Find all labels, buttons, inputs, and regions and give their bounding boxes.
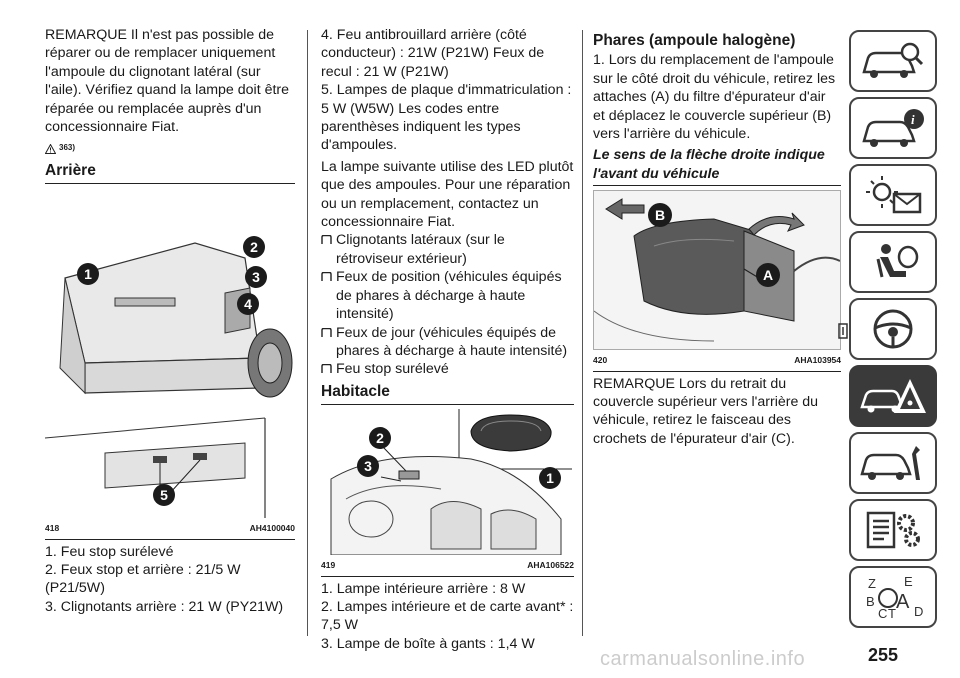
column-divider <box>582 30 583 636</box>
callout-3: 3 <box>245 266 267 288</box>
callout-1: 1 <box>77 263 99 285</box>
car-info-icon <box>858 105 928 151</box>
remark-harness: REMARQUE Lors du retrait du couvercle supérieur vers l'arrière du véhicule, retirez le faisceau des crochets de l'épurateur d'air (C). <box>593 375 819 447</box>
tab-maintenance[interactable] <box>849 432 937 494</box>
tab-dashboard-lights[interactable] <box>849 164 937 226</box>
led-note: La lampe suivante utilise des LED plutôt que des ampoules. Pour une réparation ou un remplacement, contactez un concessionnaire Fiat. <box>321 158 574 231</box>
figure-caption-418 <box>45 518 295 539</box>
figure-418-rear-lamps <box>45 188 293 518</box>
warning-ref-number: 363) <box>59 143 76 153</box>
tab-seat-airbag[interactable] <box>849 231 937 293</box>
svg-text:i: i <box>911 112 915 127</box>
figure-number: 420 <box>593 355 608 366</box>
tab-index[interactable] <box>849 566 937 628</box>
warning-reference <box>45 139 295 157</box>
figure-code: AHA103954 <box>794 355 841 366</box>
svg-text:T: T <box>888 606 896 621</box>
column-1 <box>45 26 295 616</box>
svg-text:E: E <box>904 574 913 589</box>
callout-1: 1 <box>539 467 561 489</box>
bullet-item: Clignotants latéraux (sur le rétroviseur extérieur) <box>321 231 574 268</box>
svg-text:A: A <box>896 591 910 613</box>
column-divider <box>307 30 308 636</box>
step-1: 1. Lors du remplacement de l'ampoule sur le côté droit du véhicule, retirez les attaches (A) du filtre d'épurateur d'air et déplacez le couvercle supérieur (B) vers l'arrière du véhicule. <box>593 52 836 143</box>
callout-B: B <box>648 203 672 227</box>
remark-side-indicator: REMARQUE Il n'est pas possible de réparer ou de remplacer uniquement l'ampoule du clignotant latéral (sur l'aile). Vérifiez quand la lampe doit être réparée ou remplacée auprès d'un concessionnaire Fiat. <box>45 27 290 136</box>
figure-caption-420 <box>593 350 841 371</box>
callout-5: 5 <box>153 484 175 506</box>
alphabet-index-icon <box>858 572 928 622</box>
chapter-tabs <box>849 30 939 633</box>
dashboard-lights-icon <box>858 172 928 218</box>
tab-emergency[interactable] <box>849 365 937 427</box>
callout-A: A <box>756 263 780 287</box>
bullet-item: Feux de jour (véhicules équipés de phares à décharge à haute intensité) <box>321 324 574 361</box>
item-3: 3. Clignotants arrière : 21 W (PY21W) <box>45 598 284 615</box>
svg-text:D: D <box>914 604 924 619</box>
bulb-square-icon <box>321 364 332 373</box>
bulb-square-icon <box>321 235 332 244</box>
cabin-item-3: 3. Lampe de boîte à gants : 1,4 W <box>321 635 535 652</box>
figure-number: 419 <box>321 560 336 571</box>
svg-text:B: B <box>866 594 875 609</box>
cabin-item-1: 1. Lampe intérieure arrière : 8 W <box>321 580 526 597</box>
section-heading-cabin: Habitacle <box>321 382 390 400</box>
bullet-item: Feux de position (véhicules équipés de phares à décharge à haute intensité) <box>321 268 574 323</box>
callout-4: 4 <box>237 293 259 315</box>
figure-code: AHA106522 <box>527 560 574 571</box>
cabin-item-2: 2. Lampes intérieure et de carte avant* : 7,5 W <box>321 598 574 634</box>
tab-steering-wheel[interactable] <box>849 298 937 360</box>
svg-text:Z: Z <box>868 576 876 591</box>
item-5: 5. Lampes de plaque d'immatriculation : 5 W (W5W) Les codes entre parenthèses indiquent les types d'ampoules. <box>321 82 572 154</box>
car-warning-triangle-icon <box>858 373 928 419</box>
section-heading-headlamps: Phares (ampoule halogène) <box>593 32 796 49</box>
item-2: 2. Feux stop et arrière : 21/5 W (P21/5W) <box>45 562 241 597</box>
section-heading-rear: Arrière <box>45 161 96 179</box>
figure-number: 418 <box>45 523 60 534</box>
callout-2: 2 <box>369 427 391 449</box>
engine-bay-illustration <box>594 191 840 349</box>
figure-caption-419 <box>321 555 574 576</box>
item-1: 1. Feu stop surélevé <box>45 543 174 560</box>
tab-side-marker <box>837 322 849 340</box>
column-3 <box>593 26 841 448</box>
tab-car-info[interactable] <box>849 97 937 159</box>
item-4: 4. Feu antibrouillard arrière (côté conducteur) : 21W (P21W) Feux de recul : 21 W (P21W) <box>321 27 545 80</box>
bulb-square-icon <box>321 328 332 337</box>
steering-wheel-icon <box>858 306 928 352</box>
car-wrench-icon <box>858 440 928 486</box>
tab-technical-data[interactable] <box>849 499 937 561</box>
car-search-icon <box>858 38 928 84</box>
callout-3: 3 <box>357 455 379 477</box>
page-number: 255 <box>868 645 899 665</box>
figure-420-air-cleaner <box>593 190 841 350</box>
svg-text:C: C <box>878 606 888 621</box>
bulb-square-icon <box>321 272 332 281</box>
seat-airbag-icon <box>858 239 928 285</box>
watermark: carmanualsonline.info <box>600 648 806 670</box>
data-gears-icon <box>858 507 928 553</box>
figure-419-cabin-lamps <box>321 409 572 555</box>
figure-code: AH4100040 <box>249 523 295 534</box>
arrow-direction-note: Le sens de la flèche droite indique l'avant du véhicule <box>593 147 825 182</box>
cabin-illustration <box>321 409 572 555</box>
column-2 <box>321 26 574 653</box>
warning-triangle-icon <box>45 144 56 154</box>
tab-car-search[interactable] <box>849 30 937 92</box>
bullet-item: Feu stop surélevé <box>321 360 574 378</box>
callout-2: 2 <box>243 236 265 258</box>
